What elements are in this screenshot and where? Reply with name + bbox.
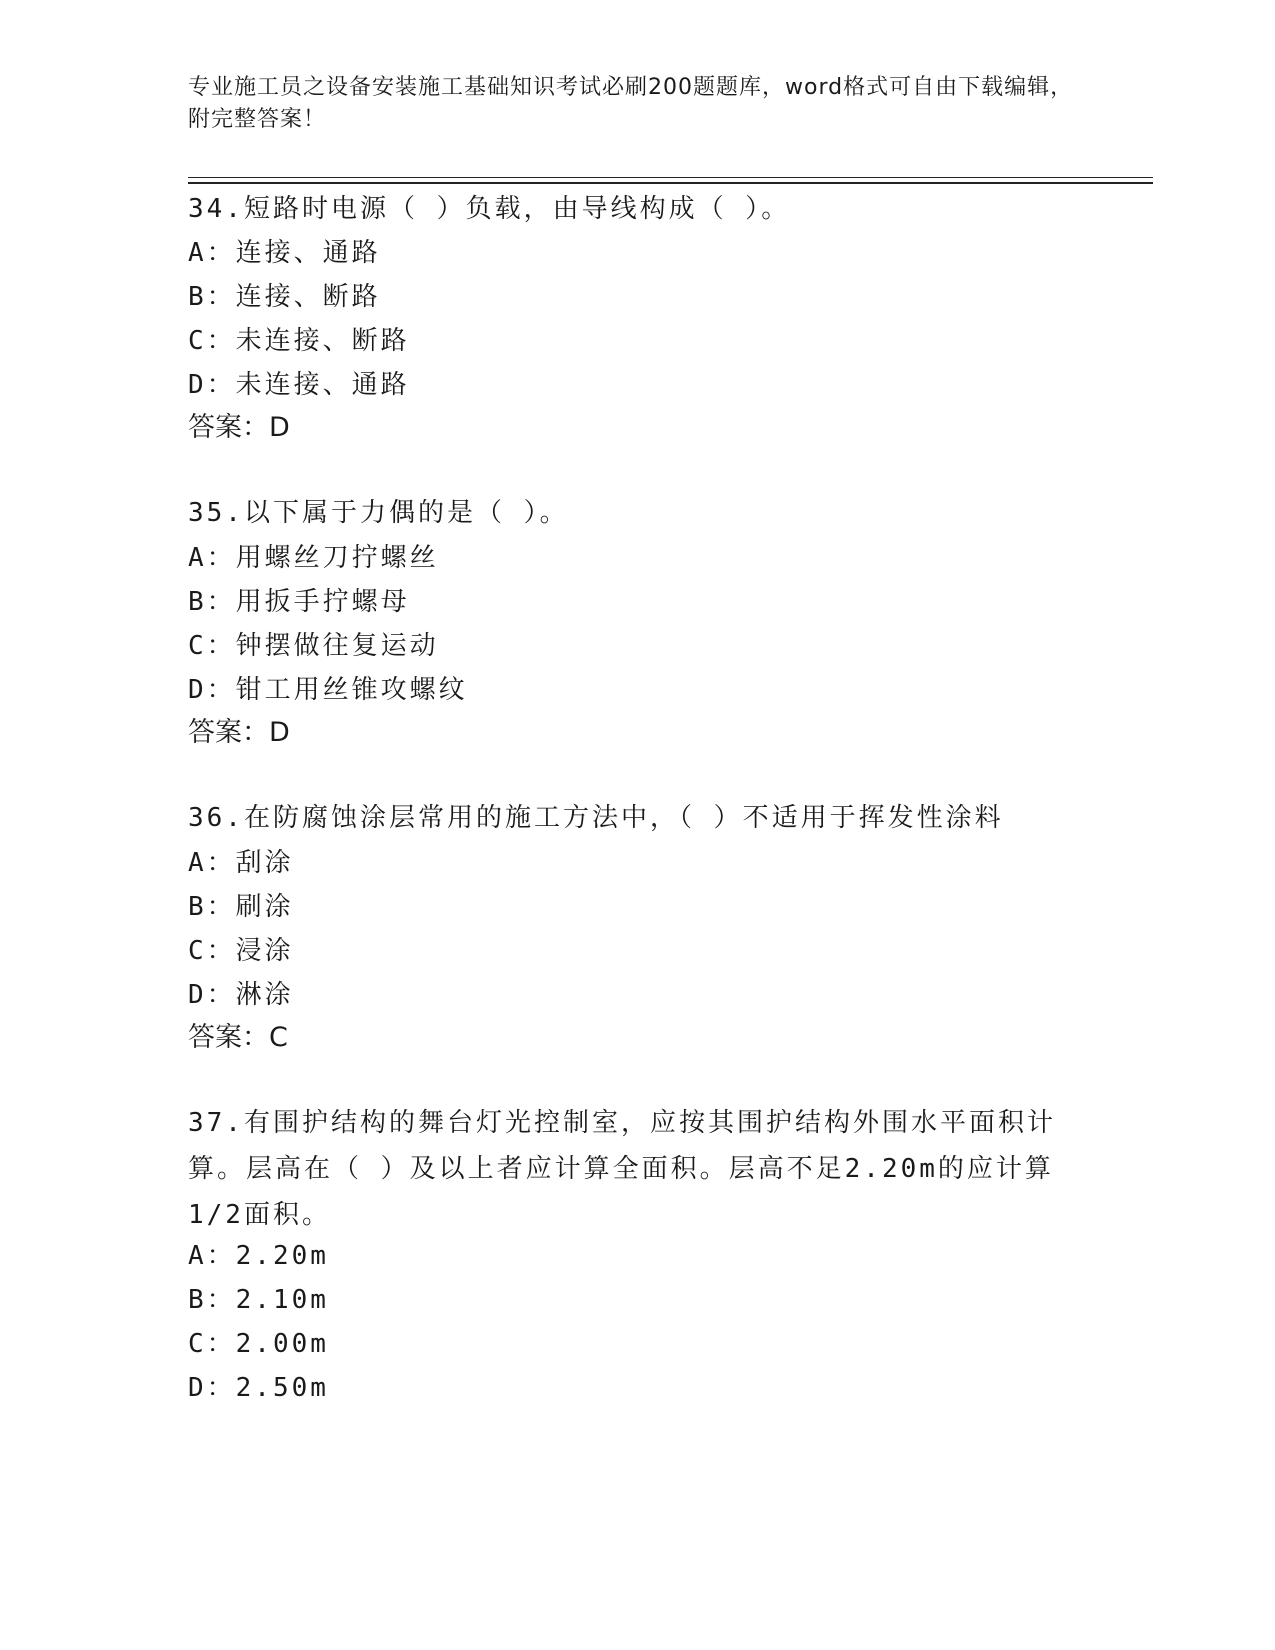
- question-34-option-b: B：连接、断路: [188, 282, 381, 312]
- question-37-option-a: A：2.20m: [188, 1241, 329, 1271]
- question-34-option-d: D：未连接、通路: [188, 370, 410, 400]
- question-36-option-d: D：淋涂: [188, 980, 294, 1010]
- question-36-option-b: B：刷涂: [188, 892, 294, 922]
- question-35-answer: 答案：D: [188, 717, 290, 748]
- question-35-option-d: D：钳工用丝锥攻螺纹: [188, 675, 468, 705]
- question-36-option-c: C：浸涂: [188, 936, 294, 966]
- question-35-text: 35.以下属于力偶的是（ ）。: [188, 498, 569, 528]
- question-37-option-d: D：2.50m: [188, 1373, 329, 1403]
- question-36-option-a: A：刮涂: [188, 848, 294, 878]
- question-36-text: 36.在防腐蚀涂层常用的施工方法中，（ ）不适用于挥发性涂料: [188, 803, 1004, 833]
- question-35-option-c: C：钟摆做往复运动: [188, 631, 439, 661]
- header-divider-thin: [188, 177, 1153, 178]
- question-37-text: 37.有围护结构的舞台灯光控制室，应按其围护结构外围水平面积计算。层高在（ ）及以上者应计算全面积。层高不足2.20m的应计算1/2面积。: [188, 1108, 1056, 1230]
- question-34-answer: 答案：D: [188, 412, 290, 443]
- question-37-option-b: B：2.10m: [188, 1285, 329, 1315]
- question-35-option-a: A：用螺丝刀拧螺丝: [188, 543, 439, 573]
- question-34-option-c: C：未连接、断路: [188, 326, 410, 356]
- document-title: 专业施工员之设备安装施工基础知识考试必刷200题题库，word格式可自由下载编辑，附完整答案！: [188, 75, 1074, 132]
- question-34-text: 34.短路时电源（ ）负载，由导线构成（ ）。: [188, 194, 791, 224]
- question-36-answer: 答案：C: [188, 1022, 288, 1053]
- question-34-option-a: A：连接、通路: [188, 238, 381, 268]
- header-divider-thick: [188, 182, 1153, 184]
- question-35-option-b: B：用扳手拧螺母: [188, 587, 410, 617]
- question-37-option-c: C：2.00m: [188, 1329, 329, 1359]
